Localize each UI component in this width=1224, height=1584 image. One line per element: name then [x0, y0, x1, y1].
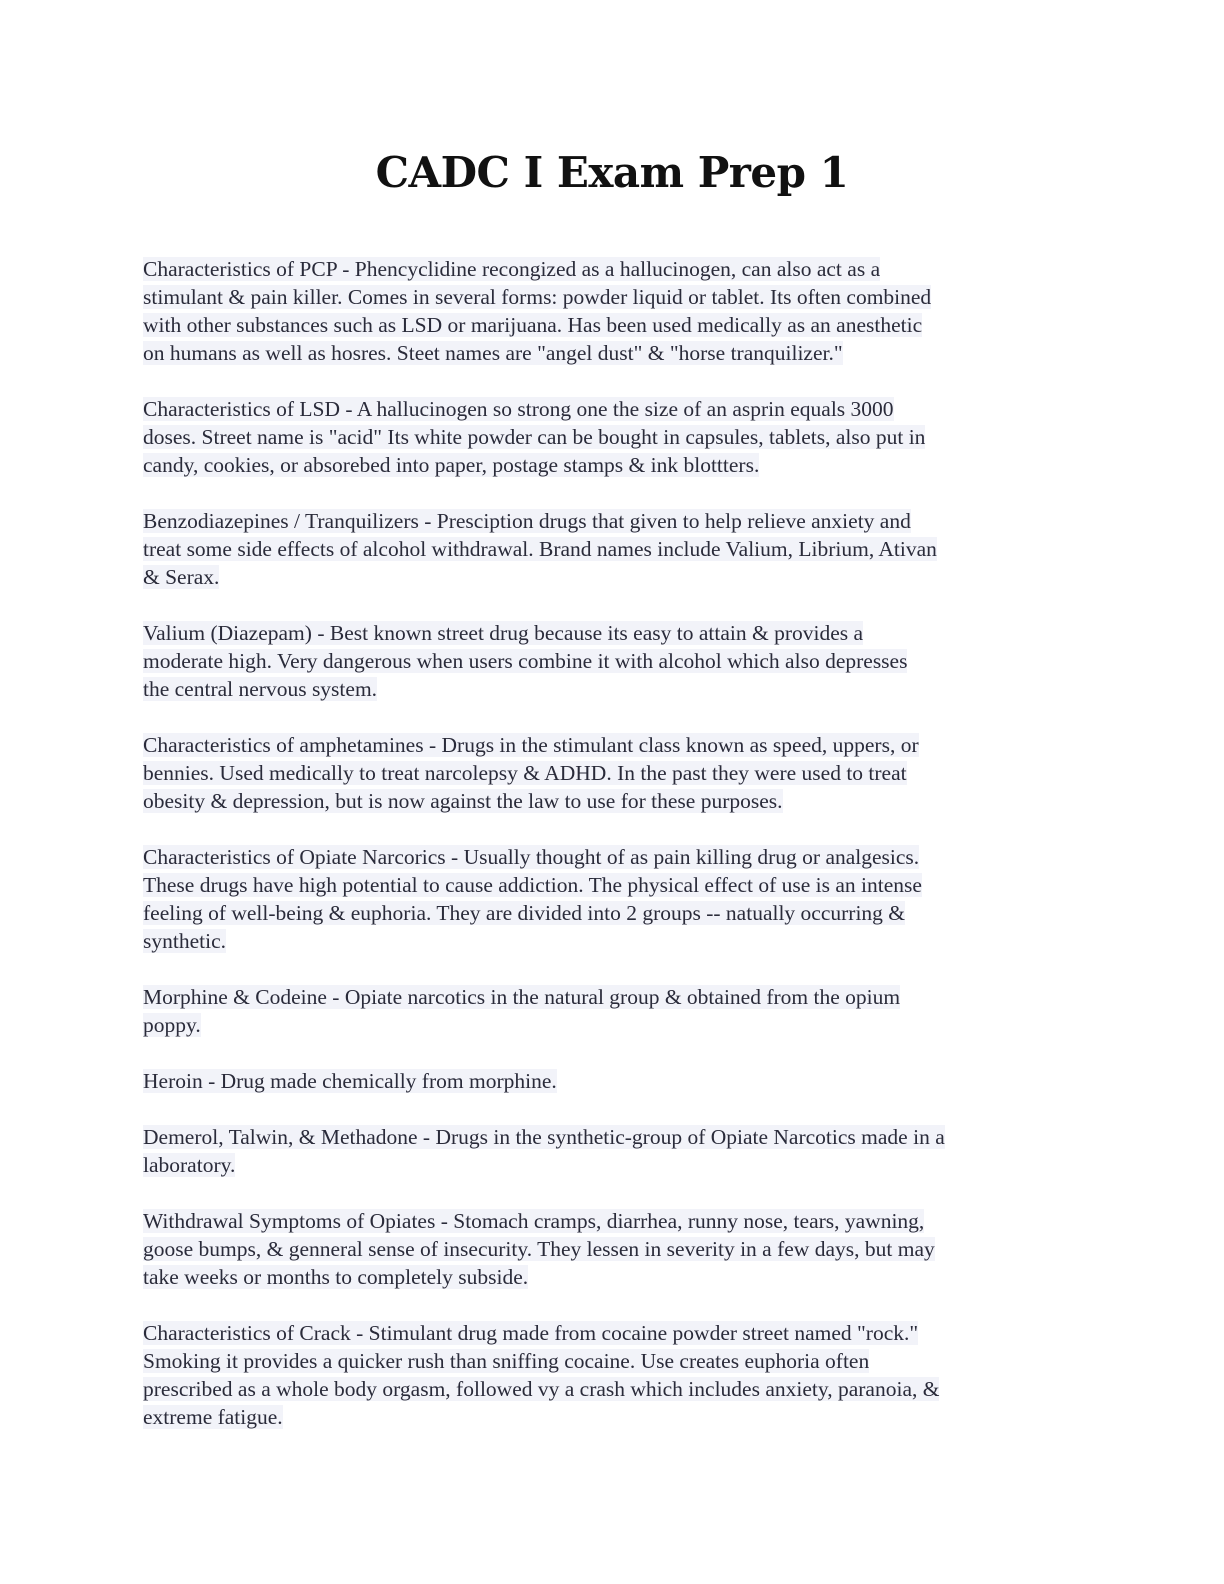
entry-line: obesity & depression, but is now against the law to use for these purposes.	[143, 789, 783, 813]
entry-line: Withdrawal Symptoms of Opiates - Stomach cramps, diarrhea, runny nose, tears, yawning,	[143, 1209, 925, 1233]
entry-line: doses. Street name is "acid" Its white powder can be bought in capsules, tablets, also put in	[143, 425, 926, 449]
entry-line: Demerol, Talwin, & Methadone - Drugs in the synthetic-group of Opiate Narcotics made in a	[143, 1125, 945, 1149]
entry-opiate-narcotics	[143, 843, 1093, 955]
entry-crack	[143, 1319, 1093, 1431]
entry-line: Smoking it provides a quicker rush than sniffing cocaine. Use creates euphoria often	[143, 1349, 870, 1373]
entry-line: on humans as well as hosres. Steet names are "angel dust" & "horse tranquilizer."	[143, 341, 843, 365]
entry-line: Characteristics of amphetamines - Drugs in the stimulant class known as speed, uppers, or	[143, 733, 919, 757]
entry-line: laboratory.	[143, 1153, 236, 1177]
entry-line: goose bumps, & genneral sense of insecurity. They lessen in severity in a few days, but may	[143, 1237, 935, 1261]
entry-line: poppy.	[143, 1013, 201, 1037]
entry-line: These drugs have high potential to cause addiction. The physical effect of use is an intense	[143, 873, 922, 897]
entry-line: stimulant & pain killer. Comes in several forms: powder liquid or tablet. Its often combined	[143, 285, 932, 309]
entry-line: Characteristics of PCP - Phencyclidine recongized as a hallucinogen, can also act as a	[143, 257, 881, 281]
entry-line: treat some side effects of alcohol withdrawal. Brand names include Valium, Librium, Ativan	[143, 537, 937, 561]
entry-morphine-codeine	[143, 983, 1093, 1039]
entry-heroin	[143, 1067, 1093, 1095]
document-body	[143, 255, 1093, 1459]
entry-pcp	[143, 255, 1093, 367]
entry-line: extreme fatigue.	[143, 1405, 283, 1429]
entry-line: candy, cookies, or absorebed into paper, postage stamps & ink blottters.	[143, 453, 760, 477]
entry-line: prescribed as a whole body orgasm, followed vy a crash which includes anxiety, paranoia, &	[143, 1377, 940, 1401]
entry-benzodiazepines	[143, 507, 1093, 591]
entry-amphetamines	[143, 731, 1093, 815]
entry-line: Characteristics of Opiate Narcorics - Usually thought of as pain killing drug or analgesics.	[143, 845, 920, 869]
entry-opiate-withdrawal	[143, 1207, 1093, 1291]
entry-valium	[143, 619, 1093, 703]
entry-line: feeling of well-being & euphoria. They are divided into 2 groups -- natually occurring &	[143, 901, 906, 925]
entry-line: take weeks or months to completely subside.	[143, 1265, 529, 1289]
entry-lsd	[143, 395, 1093, 479]
entry-line: Heroin - Drug made chemically from morphine.	[143, 1069, 557, 1093]
entry-line: with other substances such as LSD or marijuana. Has been used medically as an anesthetic	[143, 313, 923, 337]
entry-line: Valium (Diazepam) - Best known street drug because its easy to attain & provides a	[143, 621, 864, 645]
entry-line: synthetic.	[143, 929, 226, 953]
entry-line: Morphine & Codeine - Opiate narcotics in the natural group & obtained from the opium	[143, 985, 901, 1009]
entry-line: the central nervous system.	[143, 677, 378, 701]
entry-line: Characteristics of LSD - A hallucinogen so strong one the size of an asprin equals 3000	[143, 397, 894, 421]
document-title: CADC I Exam Prep 1	[375, 148, 849, 197]
entry-synthetic-opiates	[143, 1123, 1093, 1179]
entry-line: & Serax.	[143, 565, 220, 589]
entry-line: bennies. Used medically to treat narcolepsy & ADHD. In the past they were used to treat	[143, 761, 907, 785]
entry-line: Characteristics of Crack - Stimulant drug made from cocaine powder street named "rock."	[143, 1321, 919, 1345]
entry-line: moderate high. Very dangerous when users combine it with alcohol which also depresses	[143, 649, 908, 673]
entry-line: Benzodiazepines / Tranquilizers - Presciption drugs that given to help relieve anxiety and	[143, 509, 911, 533]
